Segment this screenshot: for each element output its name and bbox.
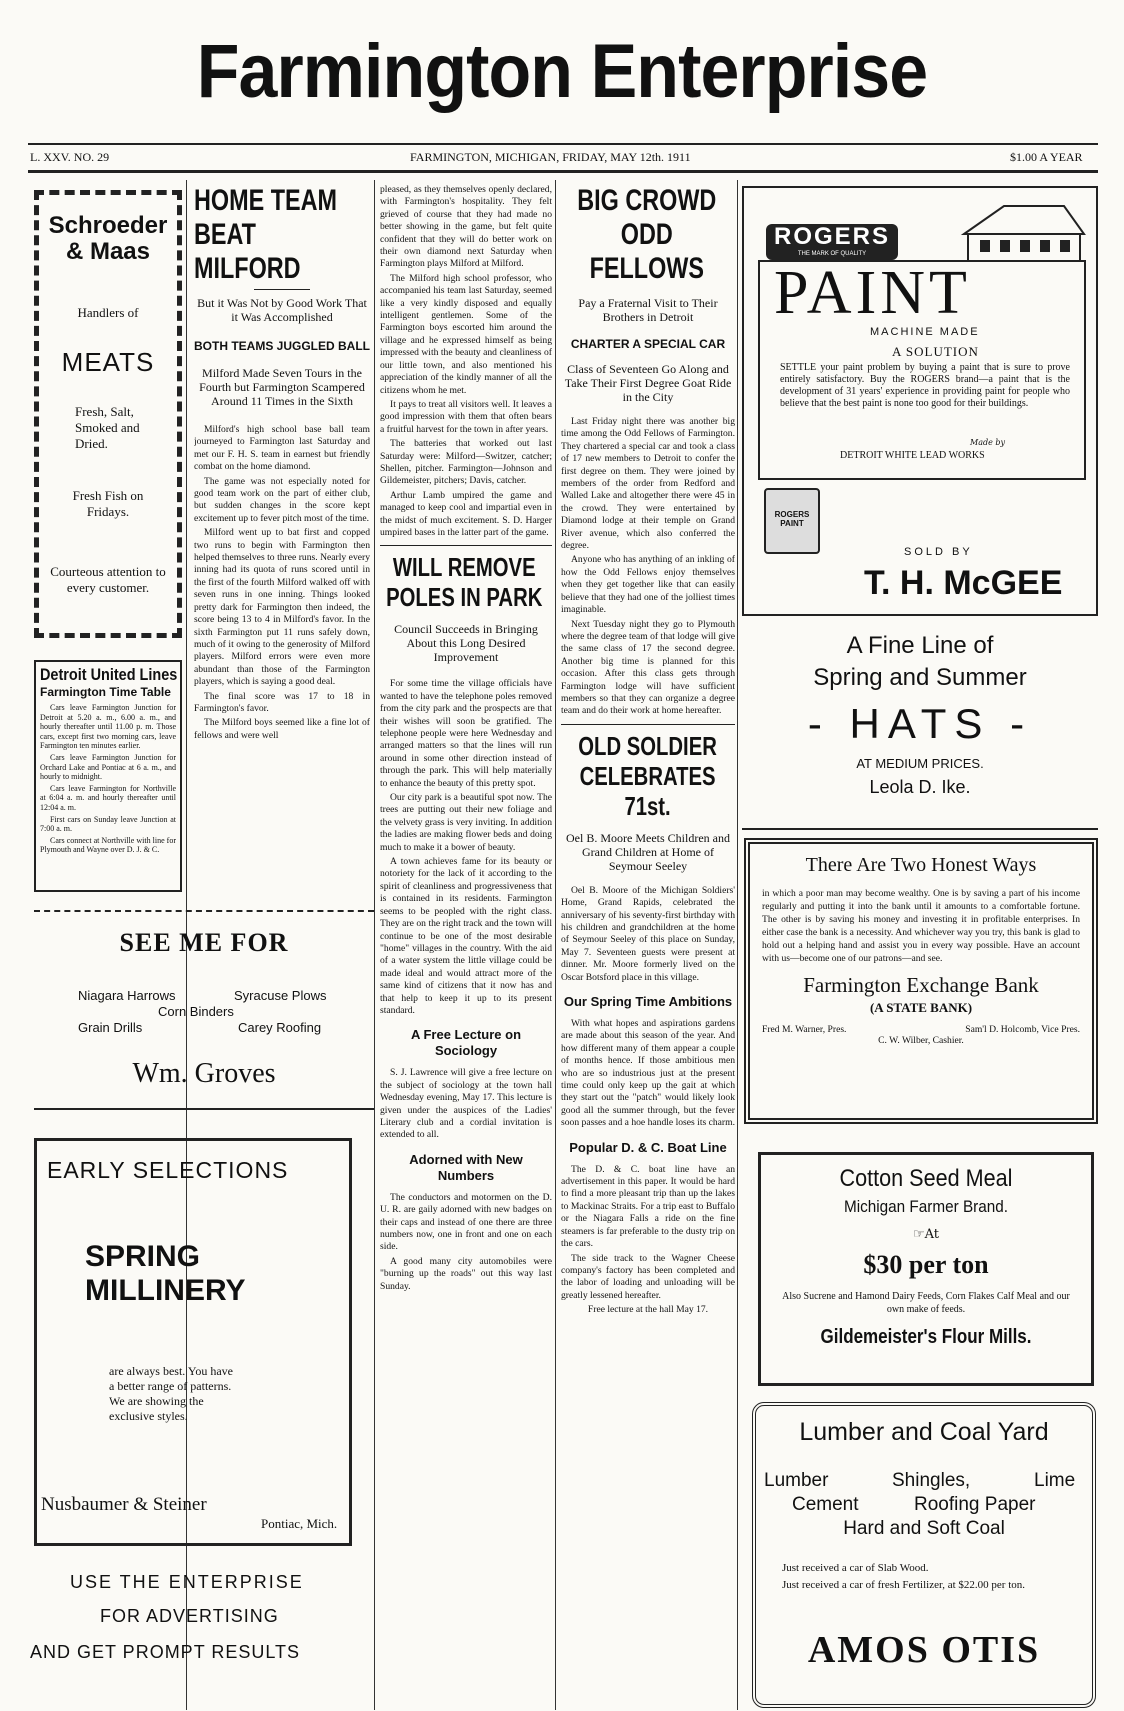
hats-line: Spring and Summer	[813, 664, 1027, 691]
column-rule	[374, 180, 375, 1710]
meal-at: ☞At	[912, 1227, 940, 1242]
rogers-machine-made: MACHINE MADE	[870, 326, 980, 338]
article-paragraph: S. J. Lawrence will give a free lecture on the subject of sociology at the town hall Wednesday evening, May 17. This lecture is given under the auspices of the Ladies' Literary club and a cordial invitation is extended to all.	[380, 1067, 552, 1141]
article-headline: BIG CROWD ODD FELLOWS	[577, 184, 717, 285]
article-paragraph: The side track to the Wagner Cheese company's factory has been completed and the labor of loading and unloading will be greatly lessened hereafter.	[561, 1252, 735, 1301]
article-paragraph: Arthur Lamb umpired the game and managed to keep cool and impartial even in the midst of much excitement. S. D. Harger umpired bases in the latter part of the game.	[380, 489, 552, 538]
lumber-item: Shingles,	[892, 1470, 971, 1491]
article-subhead: Class of Seventeen Go Along and Take Their First Degree Goat Ride in the City	[564, 362, 732, 404]
millinery-body: are always best. You have a better range of patterns. We are showing the exclusive styles.	[109, 1364, 233, 1423]
lumber-business-name: AMOS OTIS	[807, 1629, 1041, 1671]
groves-item: Niagara Harrows	[78, 988, 176, 1003]
article-subhead: Pay a Fraternal Visit to Their Brothers in Detroit	[578, 296, 718, 324]
lumber-note: Just received a car of fresh Fertilizer, at $22.00 per ton.	[782, 1579, 1025, 1591]
hats-dealer: Leola D. Ike.	[869, 777, 971, 797]
ad-business-name: Schroeder & Maas	[48, 212, 168, 265]
cotton-seed-meal-ad	[758, 1152, 1094, 1386]
article-paragraph: The Milford high school professor, who accompanied his team last Saturday, seemed like a very kindly disposed and equally intelligent gentlemen. Some of the Farmington boys escorted him around the village and he expressed himself as being impressed with the beauty and cleanliness of our little town, and also mentioned his appreciation of the kindly manner of all the citizens whom he met.	[380, 272, 552, 396]
article-paragraph: For some time the village officials have wanted to have the telephone poles removed from the city park and the prospects are that their wishes will soon be gratified. The telephone people were here Wednesday and arranged matters so that the lines will run around in some other direction instead of through the park. This will help materially to enhance the beauty of this pretty spot.	[380, 678, 552, 789]
dateline: FARMINGTON, MICHIGAN, FRIDAY, MAY 12th. 1911	[410, 150, 691, 164]
article-paragraph: The batteries that worked out last Saturday were: Milford—Switzer, catcher; Shellen, pitcher. Farmington—Johnson and Gildemeister, pitchers; Davis, catcher.	[380, 438, 552, 487]
article-paragraph: Next Tuesday night they go to Plymouth where the degree team of that lodge will give the same class of 17 the second degree. Another big time is planned for this occasion. After this class gets through Farmington lodge will have sufficient members so that they can organize a degree team and do their work at home hereafter.	[561, 618, 735, 717]
bank-type: (A STATE BANK)	[869, 1000, 973, 1015]
paint-can-label: ROGERS PAINT	[774, 510, 810, 528]
lumber-title: Lumber and Coal Yard	[799, 1418, 1049, 1446]
lumber-item: Roofing Paper	[914, 1494, 1036, 1515]
article-paragraph: pleased, as they themselves openly declared, with Farmington's hospitality. They felt grieved of course that they had made no better showing in the game, but felt quite confident that they will do better work on their own diamond next Saturday when Farmington plays Milford at Milford.	[380, 184, 552, 270]
rogers-brand-banner	[766, 224, 898, 260]
groves-ad-title: SEE ME FOR	[119, 928, 289, 957]
groves-item: Carey Roofing	[238, 1020, 322, 1035]
volume-number: L. XXV. NO. 29	[30, 150, 110, 164]
article-paragraph: Our city park is a beautiful spot now. The trees are putting out their new foliage and the velvety grass is very inviting. In addition the ladies are making flower beds and doing much to make it a bower of beauty.	[380, 792, 552, 853]
millinery-location: Pontiac, Mich.	[261, 1516, 338, 1531]
timetable-title: Detroit United Lines	[40, 665, 178, 684]
ad-meat-kinds: Fresh, Salt, Smoked and Dried.	[75, 404, 140, 451]
groves-item: Syracuse Plows	[234, 988, 327, 1003]
article-subhead: Council Succeeds in Bringing About this Long Desired Improvement	[394, 622, 538, 665]
meal-brand: Michigan Farmer Brand.	[843, 1197, 1009, 1216]
bank-officer: Fred M. Warner, Pres.	[762, 1024, 847, 1035]
rogers-paint-title: PAINT	[774, 259, 971, 327]
timetable-entry: Cars leave Farmington for Northville at 6:04 a. m. and hourly thereafter until 12:04 a. m.	[40, 783, 176, 812]
article-paragraph: The conductors and motormen on the D. U. R. are gaily adorned with new badges on their caps and instead of one there are three numbers now, one in front and one on each side.	[380, 1191, 552, 1253]
article-paragraph: The final score was 17 to 18 in Farmington's favor.	[194, 690, 370, 714]
lumber-item: Lumber	[764, 1470, 829, 1491]
article-paragraph: With what hopes and aspirations gardens are made about this season of the year. And how different many of them appear a couple of months hence. If those ambitious men who are so industrious just at the present time could only keep up the gait at which they start out the "patch" would likely look good all the summer through, but the fever soon passes and a hoe handle loses its charm.	[561, 1018, 735, 1129]
rogers-tagline: THE MARK OF QUALITY	[797, 251, 867, 257]
article-continued	[380, 184, 552, 1704]
masthead-title: Farmington Enterprise	[196, 29, 928, 114]
lumber-item: Lime	[1034, 1470, 1076, 1491]
masthead-rule-top	[28, 143, 1098, 145]
article-paragraph: The Milford boys seemed like a fine lot of fellows and were well	[194, 717, 370, 741]
article-paragraph: A town achieves fame for its beauty or notoriety for the lack of it according to the spirit of cleanliness and progressiveness that is contained in its residents. Farmington seems to be peopled with the right class. They are on the right track and the town will continue to be one of the most desirable "home" villages in the country. With the aid of a water system the little village could be made ideal and would attract more of the same kind of citizens that it now has and that help to keep it up to its present standard.	[380, 856, 552, 1016]
bank-name: Farmington Exchange Bank	[803, 973, 1039, 997]
hats-line: A Fine Line of	[846, 632, 994, 659]
column-rule	[737, 180, 738, 1710]
article-paragraph: Free lecture at the hall May 17.	[587, 1304, 709, 1316]
rogers-solution: A SOLUTION	[892, 344, 979, 359]
house-ad-line: USE THE ENTERPRISE	[70, 1572, 304, 1592]
bank-officer: Sam'l D. Holcomb, Vice Pres.	[965, 1024, 1080, 1035]
meal-price: $30 per ton	[863, 1250, 989, 1279]
article-subhead: Milford Made Seven Tours in the Fourth but Farmington Scampered Around 11 Times in the Sixth	[199, 366, 365, 408]
millinery-heading: EARLY SELECTIONS	[47, 1157, 289, 1183]
subscription-price: $1.00 A YEAR	[1010, 150, 1083, 164]
masthead-rule-bottom	[28, 170, 1098, 173]
article-home-team	[194, 184, 370, 744]
hats-headline: - HATS -	[807, 700, 1033, 747]
article-odd-fellows	[561, 184, 735, 1704]
article-headline: HOME TEAM BEAT MILFORD	[194, 184, 337, 285]
article-subhead: BOTH TEAMS JUGGLED BALL	[194, 339, 370, 353]
ad-courtesy-note: Courteous attention to every customer.	[50, 564, 166, 595]
millinery-business-name: Nusbaumer & Steiner	[41, 1494, 207, 1515]
timetable-entry: Cars leave Farmington Junction for Detroit at 5.20 a. m., 6.00 a. m., and hourly thereafter until 11.00 p. m. Those cars, except first two morning cars, leave Farmington ten minutes earlier.	[40, 703, 176, 751]
bank-ad	[744, 838, 1098, 1124]
schroeder-maas-ad	[34, 190, 182, 638]
article-headline: Our Spring Time Ambitions	[563, 994, 733, 1009]
timetable-subtitle: Farmington Time Table	[40, 685, 171, 699]
article-paragraph: Anyone who has anything of an inkling of how the Odd Fellows enjoy themselves when they get together like that can easily believe that they had one of the jolliest times imaginable.	[561, 554, 735, 616]
article-headline: OLD SOLDIER CELEBRATES 71st.	[578, 730, 717, 821]
article-headline: WILL REMOVE POLES IN PARK	[386, 552, 543, 613]
article-paragraph: It pays to treat all visitors well. It leaves a good impression with them that often bears a fruitful harvest for the town in after years.	[380, 398, 552, 435]
article-subhead: CHARTER A SPECIAL CAR	[570, 337, 726, 351]
meal-also: Also Sucrene and Hamond Dairy Feeds, Corn Flakes Calf Meal and our own make of feeds.	[782, 1291, 1070, 1315]
timetable-entry: Cars connect at Northville with line for Plymouth and Wayne over D. J. & C.	[40, 835, 176, 855]
ad-handlers-label: Handlers of	[77, 305, 139, 320]
groves-item: Grain Drills	[78, 1020, 143, 1035]
millinery-headline: SPRING MILLINERY	[85, 1240, 246, 1307]
rogers-sold-by: SOLD BY	[904, 546, 973, 558]
hats-ad	[742, 620, 1098, 830]
paint-can-icon	[764, 488, 820, 554]
article-headline: A Free Lecture on Sociology	[410, 1027, 522, 1059]
column-rule	[555, 180, 556, 1710]
rogers-maker: DETROIT WHITE LEAD WORKS	[840, 450, 985, 461]
article-paragraph: A good many city automobiles were "burning up the roads" out this way last Sunday.	[380, 1255, 552, 1292]
lumber-item: Hard and Soft Coal	[843, 1518, 1005, 1539]
article-headline: Adorned with New Numbers	[409, 1151, 523, 1183]
rogers-brand: ROGERS	[773, 223, 890, 250]
rogers-paint-ad	[742, 186, 1098, 616]
groves-ad	[34, 910, 374, 1110]
lumber-item: Cement	[792, 1494, 859, 1515]
rogers-made-by: Made by	[970, 438, 1005, 447]
rogers-dealer: T. H. McGEE	[864, 564, 1063, 602]
house-illustration-icon	[944, 194, 1094, 264]
bank-officer: C. W. Wilber, Cashier.	[878, 1035, 964, 1046]
lumber-coal-ad	[752, 1402, 1096, 1708]
article-paragraph: The D. & C. boat line have an advertisement in this paper. It would be hard to find a more pleasant trip than up the lakes to Mackinac Straits. For a trip east to Buffalo or the Niagara Falls a ride on the fine steamers is far preferable to the dusty trip on the cars.	[561, 1163, 735, 1250]
article-paragraph: The game was not especially noted for good team work on the part of either club, but sudden changes in the score kept excitement up to fever pitch most of the time.	[194, 475, 370, 524]
bank-body: in which a poor man may become wealthy. One is by saving a part of his income regularly and putting it into the bank until it amounts to a comfortable fortune. The other is by saving his money and investing it in profitable enterprises. In either case the bank is a necessity. And whichever way you try, this bank is glad to hold out a helping hand and assist you in every way possible. Have an account with us—become one of our patrons—and see.	[762, 888, 1080, 964]
bank-headline: There Are Two Honest Ways	[805, 854, 1037, 876]
house-ad-line: AND GET PROMPT RESULTS	[30, 1642, 301, 1662]
house-ad-line: FOR ADVERTISING	[100, 1606, 279, 1626]
ad-fish-note: Fresh Fish on Fridays.	[72, 488, 144, 519]
groves-item: Corn Binders	[158, 1004, 234, 1019]
ad-meats-label: MEATS	[61, 347, 155, 377]
article-subhead: Oel B. Moore Meets Children and Grand Children at Home of Seymour Seeley	[566, 830, 730, 873]
meal-mill: Gildemeister's Flour Mills.	[820, 1326, 1032, 1348]
dul-timetable	[34, 660, 182, 892]
groves-ad-name: Wm. Groves	[132, 1058, 276, 1089]
timetable-entry: Cars leave Farmington Junction for Orchard Lake and Pontiac at 6 a. m., and hourly to midnight.	[40, 752, 176, 782]
meal-title: Cotton Seed Meal	[839, 1165, 1013, 1192]
rogers-body: SETTLE your paint problem by buying a paint that is sure to prove entirely satisfactory. Buy the ROGERS brand—a paint that is the development of 31 years' experience in providing paint for people who believe that the best paint is none too good for their buildings.	[780, 362, 1070, 409]
hats-prices: AT MEDIUM PRICES.	[856, 756, 984, 771]
lumber-note: Just received a car of Slab Wood.	[782, 1562, 929, 1574]
millinery-ad	[34, 1138, 352, 1546]
article-subhead: But it Was Not by Good Work That it Was Accomplished	[197, 296, 367, 324]
rogers-copy-panel	[758, 260, 1086, 480]
article-paragraph: Oel B. Moore of the Michigan Soldiers' Home, Grand Rapids, celebrated the anniversary of his seventy-first birthday with his children and grandchildren at the home of Seymour Seeley of this place on Sunday, May 7. Seventeen guests were present at dinner. Mr. Moore formerly lived on the Oscar Botsford place in this village.	[561, 884, 735, 983]
article-paragraph: Milford's high school base ball team journeyed to Farmington last Saturday and met our F. H. S. team in earnest but friendly combat on the home diamond.	[194, 424, 370, 473]
article-headline: Popular D. & C. Boat Line	[569, 1139, 727, 1155]
article-paragraph: Last Friday night there was another big time among the Odd Fellows of Farmington. They chartered a special car and took a class of 17 new members to Detroit to confer the first degree on them. They were joined by members of the order from Redford and Walled Lake and altogether there were 45 in the crowd. They were entertained by Diamond lodge at their temple on Grand River avenue, which also conferred the degree.	[561, 416, 735, 552]
article-paragraph: Milford went up to bat first and copped two runs to begin with Farmington then helped themselves to three runs. Nearly every inning had its quota of runs scored until in the first of the fourth Milford walked off with seven runs in one inning. Things looked pretty dark for Farmington then indeed, the score being 13 to 4 in Milford's favor. In the sixth Farmington put 11 runs safely down, much of it owing to the generosity of Milford players. Milford errors were even more abundant than those of the Farmington players, which is saying a good deal.	[194, 527, 370, 688]
timetable-entry: First cars on Sunday leave Junction at 7:00 a. m.	[40, 814, 176, 834]
